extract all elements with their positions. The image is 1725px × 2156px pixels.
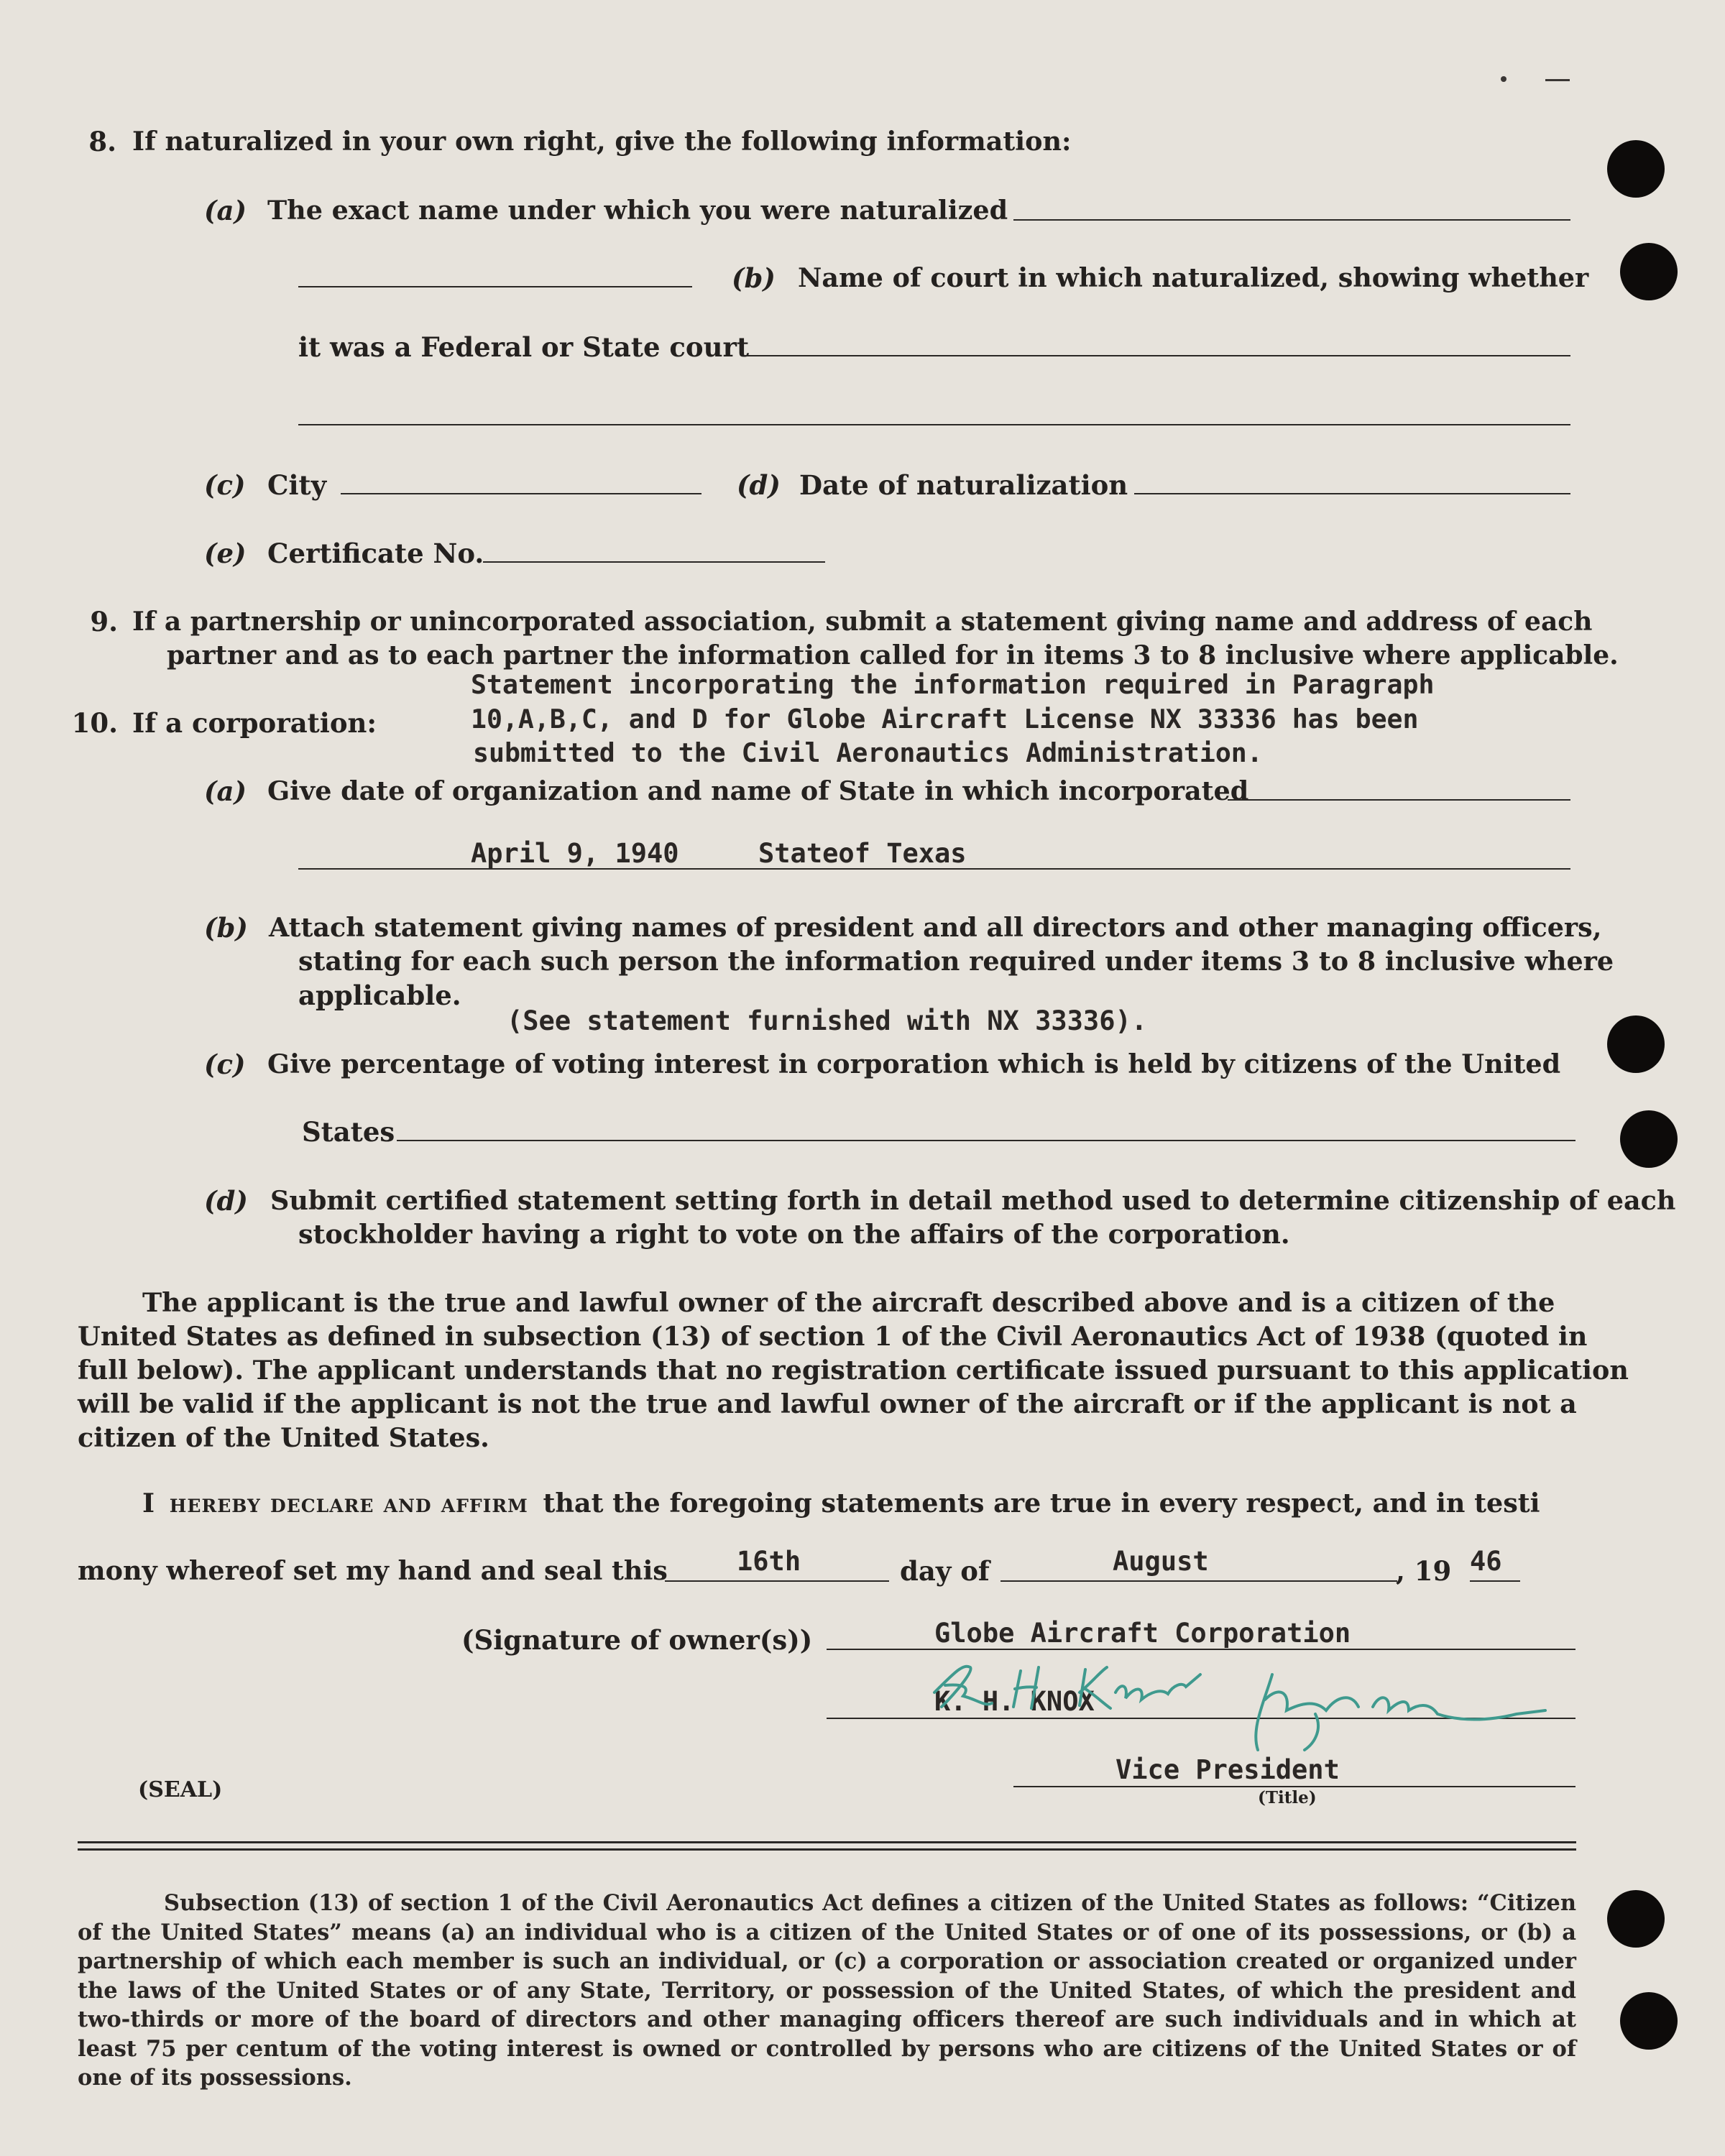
item-10d-line-1: Submit certified statement setting forth in detail method used to determine citizenship of each [270, 1185, 1676, 1216]
declaration-caps: hereby declare and affirm [169, 1489, 528, 1519]
incorporation-answer-line[interactable] [298, 868, 1570, 870]
typed-statement-line-2: 10,A,B,C, and D for Globe Aircraft License NX 33336 has been [471, 704, 1419, 734]
punch-hole [1620, 243, 1678, 300]
item-10c-line-1: Give percentage of voting interest in corporation which is held by citizens of the United [267, 1049, 1561, 1079]
item-8b-text: Name of court in which naturalized, showing whether [798, 262, 1589, 293]
ownership-line-4: will be valid if the applicant is not the true and lawful owner of the aircraft or if the applicant is not a [78, 1388, 1577, 1419]
item-8a-letter: (a) [204, 195, 247, 226]
item-8e-letter: (e) [204, 538, 247, 569]
double-rule [78, 1841, 1576, 1843]
item-9-line-2: partner and as to each partner the information called for in items 3 to 8 inclusive where applicable. [167, 640, 1619, 671]
item-8c-letter: (c) [204, 469, 246, 501]
declaration-line-2: mony whereof set my hand and seal this [78, 1555, 668, 1586]
double-rule-second [78, 1848, 1576, 1851]
ink-mark-dash [1545, 79, 1570, 81]
item-10c-line-2: States [302, 1116, 395, 1148]
punch-hole [1607, 1015, 1665, 1073]
ownership-line-3: full below). The applicant understands that no registration certificate issued pursuant to this application [78, 1355, 1629, 1386]
naturalized-name-field[interactable] [1013, 219, 1570, 221]
item-10-heading: If a corporation: [132, 707, 377, 739]
signer-typed-name: K. H. KNOX [934, 1686, 1095, 1717]
punch-hole [1620, 1110, 1678, 1168]
month-field[interactable] [1000, 1580, 1397, 1582]
title-value: Vice President [1116, 1754, 1340, 1785]
handwritten-signature [913, 1642, 1588, 1757]
item-8-heading: If naturalized in your own right, give the following information: [132, 126, 1072, 157]
ownership-line-5: citizen of the United States. [78, 1422, 489, 1453]
item-10a-text: Give date of organization and name of State in which incorporated [267, 775, 1249, 806]
city-field[interactable] [341, 493, 702, 494]
year-prefix: , 19 [1396, 1555, 1452, 1587]
incorporation-date-value: April 9, 1940 [471, 838, 679, 869]
item-8b-letter: (b) [732, 262, 776, 294]
item-10d-letter: (d) [204, 1185, 248, 1217]
item-8d-letter: (d) [737, 469, 781, 501]
item-10a-letter: (a) [204, 775, 247, 807]
signature-label: (Signature of owner(s)) [461, 1624, 813, 1656]
item-10-number: 10. [71, 707, 118, 739]
seal-label: (SEAL) [138, 1777, 223, 1802]
declaration-line-1 [142, 1487, 1540, 1521]
year-field[interactable] [1470, 1580, 1520, 1582]
item-8d-text: Date of naturalization [799, 469, 1128, 501]
court-field[interactable] [744, 355, 1570, 356]
item-10b-line-3: applicable. [298, 980, 461, 1011]
naturalization-date-field[interactable] [1134, 493, 1570, 494]
day-field[interactable] [665, 1580, 889, 1582]
item-8c-text: City [267, 469, 327, 501]
incorporation-state-value: Stateof Texas [758, 838, 967, 869]
item-10b-line-1: Attach statement giving names of president and all directors and other managing officers, [269, 912, 1602, 943]
certificate-no-field[interactable] [483, 561, 825, 563]
declaration-lead-i: I [142, 1488, 155, 1519]
item-8b-continuation: it was a Federal or State court [298, 331, 750, 363]
item-10b-line-2: stating for each such person the information required under items 3 to 8 inclusive where [298, 946, 1614, 977]
item-8e-text: Certificate No. [267, 538, 484, 569]
punch-hole [1620, 1992, 1678, 2050]
ownership-line-2: United States as defined in subsection (13) of section 1 of the Civil Aeronautics Act of 1938 (quoted in [78, 1321, 1588, 1352]
court-field-line-2[interactable] [298, 424, 1570, 425]
incorporation-field[interactable] [1228, 799, 1570, 801]
item-10d-line-2: stockholder having a right to vote on the affairs of the corporation. [298, 1219, 1290, 1250]
item-8a-text: The exact name under which you were naturalized [267, 195, 1008, 226]
punch-hole [1607, 1890, 1665, 1948]
item-10c-letter: (c) [204, 1049, 246, 1080]
owner-typed-name: Globe Aircraft Corporation [934, 1618, 1351, 1649]
typed-statement-line-1: Statement incorporating the information required in Paragraph [471, 669, 1435, 700]
citizen-definition-footnote: Subsection (13) of section 1 of the Civil Aeronautics Act defines a citizen of the United States as follows: “Citizen of the United States” means (a) an individual who is a citizen of the United States or of one of its possessions, or (b) a partnership of which each member is such an individual, or (c) a corporation or association created or organized under the laws of the United States or of any State, Territory, or possession of the United States, of which the president and two-thirds or more of the board of directors and other managing officers thereof are such individuals and in which at least 75 per centum of the voting interest is owned or controlled by persons who are citizens of the United States or of one of its possessions. [78, 1890, 1576, 2091]
voting-percentage-field[interactable] [397, 1140, 1576, 1141]
naturalized-name-field-cont[interactable] [298, 286, 692, 287]
item-9-number: 9. [90, 606, 118, 637]
typed-statement-line-3: submitted to the Civil Aeronautics Administration. [473, 737, 1263, 768]
day-of-label: day of [900, 1555, 990, 1587]
ink-mark [1501, 76, 1506, 82]
officers-statement-value: (See statement furnished with NX 33336). [507, 1005, 1148, 1036]
ownership-line-1: The applicant is the true and lawful owner of the aircraft described above and is a citizen of the [142, 1287, 1555, 1318]
item-8-number: 8. [88, 126, 116, 157]
title-caption: (Title) [1258, 1788, 1317, 1807]
punch-hole [1607, 140, 1665, 198]
day-value: 16th [737, 1546, 801, 1577]
year-value: 46 [1470, 1546, 1502, 1577]
item-10b-letter: (b) [204, 912, 248, 944]
item-9-line-1: If a partnership or unincorporated association, submit a statement giving name and address of each [132, 607, 1593, 637]
declaration-rest: that the foregoing statements are true in every respect, and in testi [543, 1488, 1540, 1519]
month-value: August [1113, 1546, 1209, 1577]
